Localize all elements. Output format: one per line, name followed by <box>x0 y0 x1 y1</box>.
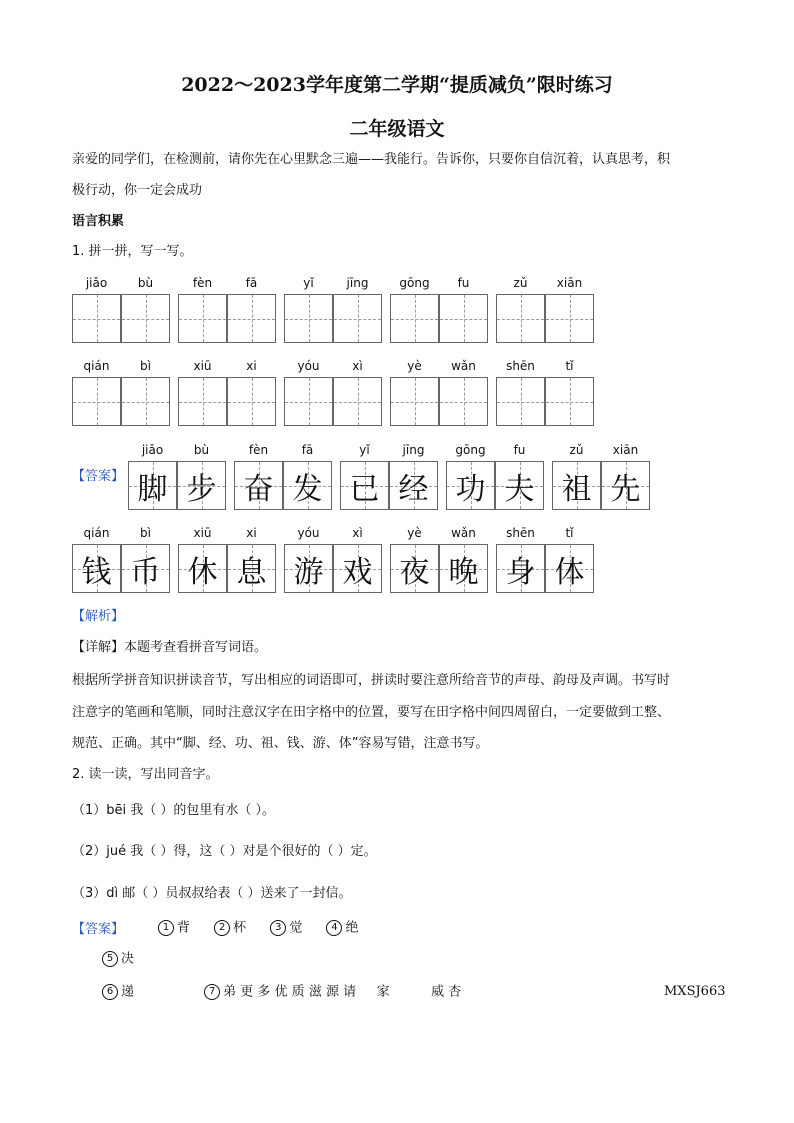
answer-character: 夫 <box>504 471 535 507</box>
answer-cell <box>177 461 226 510</box>
answer-character: 钱 <box>81 554 112 590</box>
tianzige-cell[interactable] <box>178 294 227 343</box>
q2-answers-row-1 <box>158 920 378 937</box>
q1-prompt: 1. 拼一拼，写一写。 <box>72 244 193 259</box>
q2-sentence-3: （3）dì 邮（ ）员叔叔给表（ ）送来了一封信。 <box>72 886 352 901</box>
tianzige-cell[interactable] <box>390 377 439 426</box>
answer-cell <box>390 544 439 593</box>
answer-cell <box>178 544 227 593</box>
answer-item: 2 杯 <box>214 920 246 937</box>
tianzige-cell[interactable] <box>333 294 382 343</box>
detail-line: 【详解】本题考查看拼音写词语。 <box>72 640 268 655</box>
pinyin-label: tǐ <box>565 359 574 373</box>
pinyin-label: tǐ <box>565 526 574 540</box>
answer-item: 4 绝 <box>326 920 358 937</box>
answer-character: 脚 <box>137 471 168 507</box>
answer-character: 休 <box>187 554 218 590</box>
page-subtitle: 二年级语文 <box>349 118 445 140</box>
answer-item: 1 背 <box>158 920 190 937</box>
pinyin-label: shēn <box>506 359 535 373</box>
pinyin-label: xi <box>246 526 257 540</box>
pinyin-label: jīng <box>346 276 369 290</box>
tianzige-cell[interactable] <box>390 294 439 343</box>
tianzige-cell[interactable] <box>545 377 594 426</box>
answer-cell <box>340 461 389 510</box>
answer-character: 币 <box>130 554 161 590</box>
pinyin-label: xiān <box>556 276 583 290</box>
analysis-tag: 【解析】 <box>72 609 125 624</box>
pinyin-label: jiǎo <box>141 443 164 457</box>
answer-character: 息 <box>236 554 267 590</box>
answer-character: 步 <box>186 471 217 507</box>
q2-answers-row-3 <box>102 984 481 1001</box>
pinyin-label: yóu <box>297 526 320 540</box>
section-heading: 语言积累 <box>72 214 125 229</box>
answer-character: 奋 <box>243 471 274 507</box>
answer-tag: 【答案】 <box>72 469 125 484</box>
pinyin-label: fu <box>457 276 470 290</box>
answer-cell <box>389 461 438 510</box>
tianzige-cell[interactable] <box>284 377 333 426</box>
pinyin-label: gōng <box>399 276 430 290</box>
pinyin-label: xiū <box>193 359 212 373</box>
explanation-line-1: 根据所学拼音知识拼读音节，写出相应的词语即可，拼读时要注意所给音节的声母、韵母及声调。书写时 <box>72 673 671 688</box>
q2-answer-tag: 【答案】 <box>72 922 125 937</box>
pinyin-label: yóu <box>297 359 320 373</box>
pinyin-label: qián <box>83 526 110 540</box>
answer-cell <box>552 461 601 510</box>
pinyin-label: zǔ <box>513 276 528 290</box>
pinyin-label: wǎn <box>451 359 476 373</box>
pinyin-label: gōng <box>455 443 486 457</box>
pinyin-label: wǎn <box>451 526 476 540</box>
answer-character: 体 <box>554 554 585 590</box>
explanation-line-3: 规范、正确。其中“脚、经、功、祖、钱、游、体”容易写错，注意书写。 <box>72 736 489 751</box>
answer-cell <box>545 544 594 593</box>
q2-sentence-1: （1）bēi 我（ ）的包里有水（ ）。 <box>72 803 276 818</box>
answer-cell <box>227 544 276 593</box>
intro-line-2: 极行动，你一定会成功 <box>72 183 203 198</box>
tianzige-cell[interactable] <box>439 377 488 426</box>
pinyin-label: shēn <box>506 526 535 540</box>
pinyin-label: bì <box>140 359 151 373</box>
answer-character: 戏 <box>342 554 373 590</box>
answer-cell <box>495 461 544 510</box>
tianzige-cell[interactable] <box>284 294 333 343</box>
tianzige-cell[interactable] <box>227 294 276 343</box>
pinyin-label: yǐ <box>359 443 370 457</box>
pinyin-label: zǔ <box>569 443 584 457</box>
answer-character: 夜 <box>399 554 430 590</box>
pinyin-label: bù <box>193 443 210 457</box>
tianzige-cell[interactable] <box>72 377 121 426</box>
tianzige-cell[interactable] <box>72 294 121 343</box>
pinyin-label: fèn <box>248 443 269 457</box>
explanation-line-2: 注意字的笔画和笔顺，同时注意汉字在田字格中的位置，要写在田字格中间四周留白，一定要做到工整、 <box>72 705 671 720</box>
answer-cell <box>283 461 332 510</box>
pinyin-label: jīng <box>402 443 425 457</box>
answer-cell <box>439 544 488 593</box>
tianzige-cell[interactable] <box>121 294 170 343</box>
tianzige-cell[interactable] <box>545 294 594 343</box>
pinyin-label: fā <box>245 276 258 290</box>
answer-cell <box>333 544 382 593</box>
pinyin-label: fā <box>301 443 314 457</box>
answer-character: 游 <box>293 554 324 590</box>
q2-sentence-2: （2）jué 我（ ）得，这（ ）对是个很好的（ ）定。 <box>72 844 377 859</box>
answer-character: 发 <box>292 471 323 507</box>
answer-cell <box>72 544 121 593</box>
answer-item: 6 递 <box>102 984 134 1001</box>
page-title: 2022～2023学年度第二学期“提质减负”限时练习 <box>181 74 613 96</box>
pinyin-label: yè <box>407 359 422 373</box>
answer-item: 7 弟 更 多 优 质 滋 源 请 家 威 杏 <box>204 984 461 1001</box>
answer-item: 5 决 <box>102 951 134 968</box>
pinyin-label: xiān <box>612 443 639 457</box>
answer-cell <box>446 461 495 510</box>
tianzige-cell[interactable] <box>178 377 227 426</box>
answer-cell <box>234 461 283 510</box>
answer-character: 经 <box>398 471 429 507</box>
pinyin-label: yǐ <box>303 276 314 290</box>
tianzige-cell[interactable] <box>439 294 488 343</box>
tianzige-cell[interactable] <box>227 377 276 426</box>
pinyin-label: fèn <box>192 276 213 290</box>
answer-character: 晚 <box>448 554 479 590</box>
pinyin-label: jiǎo <box>85 276 108 290</box>
q2-answers-row-2 <box>102 951 154 968</box>
answer-character: 身 <box>505 554 536 590</box>
pinyin-label: fu <box>513 443 526 457</box>
pinyin-label: yè <box>407 526 422 540</box>
pinyin-label: xi <box>246 359 257 373</box>
tianzige-cell[interactable] <box>333 377 382 426</box>
pinyin-label: bù <box>137 276 154 290</box>
answer-item: 3 觉 <box>270 920 302 937</box>
pinyin-label: bì <box>140 526 151 540</box>
answer-cell <box>284 544 333 593</box>
answer-character: 已 <box>349 471 380 507</box>
answer-cell <box>128 461 177 510</box>
answer-cell <box>121 544 170 593</box>
pinyin-label: xì <box>352 359 363 373</box>
answer-cell <box>601 461 650 510</box>
tianzige-cell[interactable] <box>496 377 545 426</box>
intro-line-1: 亲爱的同学们，在检测前，请你先在心里默念三遍——我能行。告诉你，只要你自信沉着，认真思考，积 <box>72 152 671 167</box>
answer-character: 祖 <box>561 471 592 507</box>
doc-code: MXSJ663 <box>664 984 726 999</box>
answer-character: 先 <box>610 471 641 507</box>
pinyin-label: xiū <box>193 526 212 540</box>
tianzige-cell[interactable] <box>121 377 170 426</box>
pinyin-label: qián <box>83 359 110 373</box>
answer-cell <box>496 544 545 593</box>
q2-prompt: 2. 读一读，写出同音字。 <box>72 767 219 782</box>
pinyin-label: xì <box>352 526 363 540</box>
answer-character: 功 <box>455 471 486 507</box>
tianzige-cell[interactable] <box>496 294 545 343</box>
